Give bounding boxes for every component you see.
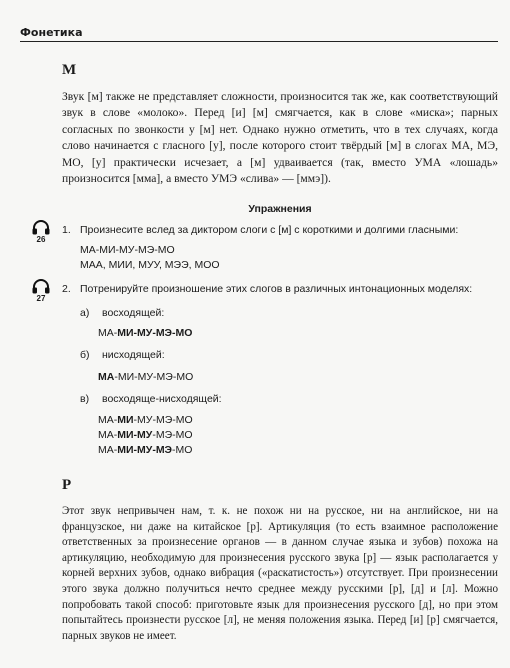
sub-v-label: в) (80, 393, 90, 405)
sub-a-syllables (98, 326, 192, 341)
sub-b-text: нисходящей: (102, 349, 165, 361)
headphones-icon (32, 279, 50, 294)
page-header (20, 26, 498, 42)
exercises-title: Упражнения (248, 203, 312, 215)
sub-b-label: б) (80, 349, 90, 361)
section-m-letter: М (62, 62, 77, 78)
sub-v-line-3 (98, 443, 192, 458)
bold-part: МИ-МУ-МЭ-МО (117, 327, 193, 339)
exercise-2-number: 2. (62, 283, 71, 295)
section-r-paragraph: Этот звук непривычен нам, т. к. не похож ни на русское, ни на английское, ни на французское, ни даже на китайское [р]. Артикуляция (то есть взаимное расположение ответственных за произнесение органов — в данном случае языка и зубов) похожа на артикуляцию, необходимую для произнесения русского звука [р] — язык располагается у корней верхних зубов, однако вибрация («раскатистость») отсутствует. При произнесении этого звука должно получиться нечто среднее между русскими [р], [д] и [л]. Можно попробовать такой способ: приготовьте язык для произнесения русского [д], но при этом попытайтесь произнести русское [л], не меняя положения языка. Перед [и] [р] смягчается, парных звуков не имеет. (62, 505, 498, 642)
exercise-1-instruction: Произнесите вслед за диктором слоги с [м] с короткими и долгими гласными: (80, 224, 459, 236)
plain-part: -МЭ-МО (152, 429, 193, 441)
bold-part: МИ-МУ (117, 429, 153, 441)
exercise-1-number: 1. (62, 224, 71, 236)
bold-part: МИ (117, 414, 134, 426)
plain-part: МА- (98, 327, 118, 339)
plain-part: МА- (98, 444, 118, 456)
exercise-1-line-2: МАА, МИИ, МУУ, МЭЭ, МОО (80, 259, 220, 271)
plain-part: -МУ-МЭ-МО (133, 414, 193, 426)
section-m-paragraph: Звук [м] также не представляет сложности, произносится так же, как соответствующий звук в слове «молоко». Перед [и] [м] смягчается, как в слове «миска»; парных согласных по звонкости у [м] нет. Однако нужно отметить, что в тех случаях, когда слово начинается с гласного [у], после которого стоит твёрдый [м] в слогах МА, МЭ, МО, [у] практически исчезает, а [м] удваивается (так, вместо УМА «лошадь» произносится [мма], а вместо УМЭ «слива» — [ммэ]). (62, 90, 498, 186)
header-title: Фонетика (20, 26, 83, 39)
exercise-2-instruction: Потренируйте произношение этих слогов в различных интонационных моделях: (80, 283, 473, 295)
section-r-letter: Р (62, 477, 72, 493)
track-number: 26 (36, 235, 46, 244)
bold-part: МИ-МУ-МЭ (117, 444, 173, 456)
sub-v-text: восходяще-нисходящей: (102, 393, 222, 405)
plain-part: МА- (98, 414, 118, 426)
sub-v-line-1 (98, 413, 193, 428)
audio-track-26[interactable] (30, 220, 52, 244)
sub-b-syllables (98, 370, 193, 385)
track-number: 27 (36, 294, 46, 303)
sub-a-text: восходящей: (102, 307, 165, 319)
plain-part: -МИ-МУ-МЭ-МО (114, 371, 194, 383)
sub-v-line-2 (98, 428, 193, 443)
sub-a-label: а) (80, 307, 90, 319)
plain-part: -МО (172, 444, 193, 456)
bold-part: МА (98, 371, 115, 383)
audio-track-27[interactable] (30, 279, 52, 303)
headphones-icon (32, 220, 50, 235)
plain-part: МА- (98, 429, 118, 441)
exercise-1-line-1: МА-МИ-МУ-МЭ-МО (80, 244, 175, 256)
